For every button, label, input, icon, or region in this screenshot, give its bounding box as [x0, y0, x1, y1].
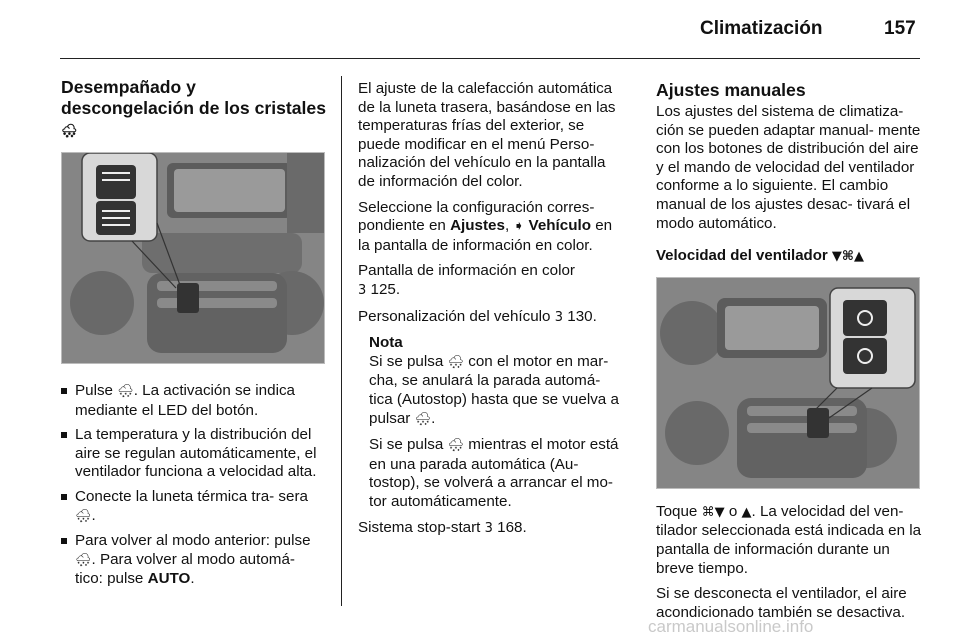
- demist-icon: 🌨: [447, 354, 465, 370]
- fan-down-icon: ▼: [831, 249, 842, 265]
- rear-window-heat-icon: 🌨: [75, 508, 92, 524]
- note-block: [358, 334, 626, 511]
- header-divider: [60, 58, 920, 59]
- demist-icon: 🌨: [414, 411, 432, 427]
- demist-bullet-list: [61, 382, 326, 589]
- list-item: Pulse 🌨. La activación se indica mediante el LED del botón.: [61, 382, 326, 420]
- page-ref-icon: 3: [484, 521, 493, 537]
- list-item: Conecte la luneta térmica tra‑ sera 🌨.: [61, 488, 326, 526]
- page-ref-icon: 3: [358, 282, 367, 298]
- section-heading-manual: Ajustes manuales: [656, 80, 806, 100]
- paragraph: Personalización del vehículo 3 130.: [358, 307, 597, 325]
- demist-icon: 🌨: [447, 438, 465, 454]
- demist-icon: 🌨: [61, 124, 78, 139]
- fan-up-icon: ▲: [741, 504, 752, 520]
- demist-icon: 🌨: [117, 384, 134, 399]
- column-right: [656, 80, 922, 629]
- subheading-fan-speed: Velocidad del ventilador ▼⌘▲: [656, 247, 864, 265]
- note-title: Nota: [369, 334, 403, 352]
- page-ref-icon: 3: [554, 309, 564, 325]
- arrow-icon: ➧: [513, 219, 525, 235]
- menu-vehiculo: Vehículo: [528, 217, 591, 235]
- paragraph: Los ajustes del sistema de climatiza‑ ción se pueden adaptar manual‑ mente con los botones de distribución del aire y el mando de velocidad del ventilador conforme a lo siguiente. El cambio manual de los ajustes desac‑ tivará el modo automático.: [656, 103, 921, 232]
- paragraph: Seleccione la configuración corres‑ pondiente en Ajustes, ➧ Vehículo en la pantalla de información en color.: [358, 198, 613, 254]
- paragraph: Sistema stop‑start 3 168.: [358, 519, 527, 537]
- dashboard-photo-fan: [656, 277, 920, 489]
- paragraph: Si se pulsa 🌨 mientras el motor está en una parada automática (Au‑ tostop), se volverá a arrancar el mo‑ tor automáticamente.: [369, 436, 619, 510]
- column-left: [61, 77, 326, 595]
- page-header-title: Climatización: [700, 18, 823, 39]
- list-item: La temperatura y la distribución del aire se regulan automáticamente, el ventilador funciona a velocidad alta.: [61, 426, 326, 482]
- paragraph: Toque ⌘▼ o ▲. La velocidad del ven‑ tilador seleccionada está indicada en la pantalla de información durante un breve tiempo.: [656, 502, 922, 577]
- paragraph: Si se desconecta el ventilador, el aire acondicionado también se desactiva.: [656, 585, 907, 621]
- page-number: 157: [884, 18, 916, 39]
- column-divider: [341, 76, 342, 606]
- section-heading-demist: [61, 77, 326, 142]
- fan-icon: ⌘: [841, 249, 854, 265]
- paragraph: El ajuste de la calefacción automática de la luneta trasera, basándose en las temperaturas frías del exterior, se puede modificar en el menú Perso‑ nalización del vehículo en la pantalla de información del color.: [358, 80, 616, 190]
- paragraph: Pantalla de información en color 3 125.: [358, 262, 575, 298]
- watermark: carmanualsonline.info: [648, 617, 814, 636]
- heading-text: Desempañado y descongelación de los cristales: [61, 77, 326, 118]
- list-item: Para volver al modo anterior: pulse 🌨. Para volver al modo automá‑ tico: pulse AUTO.: [61, 532, 326, 589]
- menu-ajustes: Ajustes: [450, 217, 505, 235]
- column-middle: [358, 80, 626, 546]
- fan-icon: ⌘: [701, 504, 715, 520]
- fan-up-icon: ▲: [853, 249, 864, 265]
- paragraph: Si se pulsa 🌨 con el motor en mar‑ cha, se anulará la parada automá‑ tica (Autostop) hasta que se vuelva a pulsar 🌨.: [369, 352, 619, 427]
- demist-icon: 🌨: [75, 552, 92, 568]
- fan-down-icon: ▼: [714, 504, 725, 520]
- auto-keyword: AUTO: [147, 570, 191, 588]
- dashboard-photo-demist: [61, 152, 325, 364]
